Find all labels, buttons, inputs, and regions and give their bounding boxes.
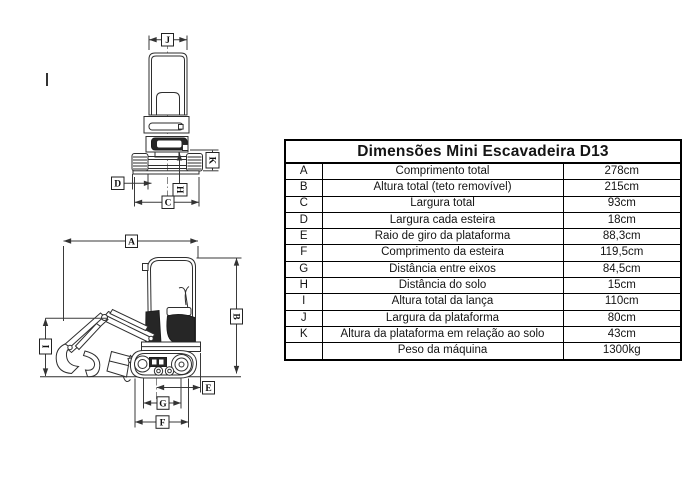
dim-value: 215cm [563,180,681,196]
dim-value: 1300kg [563,343,681,360]
dim-label-f: F [159,418,166,429]
dim-description: Distância do solo [322,278,563,294]
table-row [285,294,681,310]
dim-description: Raio de giro da plataforma [322,229,563,245]
dim-label-k: K [206,156,217,164]
dim-description: Altura da plataforma em relação ao solo [322,326,563,342]
dim-description: Peso da máquina [322,343,563,360]
dim-description: Largura total [322,196,563,212]
table-row [285,180,681,196]
canopy-tag [143,264,149,271]
dim-key: K [285,326,322,342]
dim-key: I [285,294,322,310]
dim-description: Altura total (teto removível) [322,180,563,196]
dim-value: 88,3cm [563,229,681,245]
dim-key: J [285,310,322,326]
dim-value: 18cm [563,212,681,228]
table-row [285,261,681,277]
dim-description: Comprimento total [322,163,563,180]
dim-label-g: G [159,399,167,410]
dim-key [285,343,322,360]
dim-value: 93cm [563,196,681,212]
table-row [285,245,681,261]
dim-key: G [285,261,322,277]
table-row [285,343,681,360]
dim-d [112,174,152,190]
dim-label-d: D [114,179,122,190]
table-row [285,196,681,212]
dim-key: E [285,229,322,245]
dim-key: A [285,163,322,180]
dim-description: Altura total da lança [322,294,563,310]
side-view-diagram [39,235,242,429]
dim-value: 80cm [563,310,681,326]
dim-description: Distância entre eixos [322,261,563,277]
rear-cab [149,53,187,115]
dim-key: C [285,196,322,212]
dim-label-a: A [128,237,135,248]
dim-label-j: J [165,36,170,47]
side-tracks [130,351,196,379]
dim-value: 119,5cm [563,245,681,261]
dim-c [135,177,200,209]
table-row [285,163,681,180]
dim-value: 15cm [563,278,681,294]
dim-key: H [285,278,322,294]
bucket-thumb [84,351,100,377]
dim-value: 84,5cm [563,261,681,277]
dim-description: Largura cada esteira [322,212,563,228]
table-row [285,229,681,245]
dimensions-table [284,139,682,361]
dim-description: Largura da plataforma [322,310,563,326]
engine-hood [167,315,195,342]
dim-label-c: C [164,198,172,209]
table-row [285,278,681,294]
dim-value: 43cm [563,326,681,342]
table-row [285,212,681,228]
dim-label-e: E [205,384,212,395]
rear-left-track [132,154,148,172]
dim-j [149,34,187,51]
dim-key: D [285,212,322,228]
dim-value: 278cm [563,163,681,180]
dim-b [197,258,243,374]
table-title: Dimensões Mini Escavadeira D13 [285,140,681,163]
dim-label-b: B [230,313,241,320]
dim-label-h: H [173,186,184,194]
dim-description: Comprimento da esteira [322,245,563,261]
dim-g [144,379,182,410]
dim-value: 110cm [563,294,681,310]
rear-right-track [187,154,203,172]
dim-key: F [285,245,322,261]
table-header-row [285,140,681,163]
rear-view-diagram [112,34,220,209]
table-row [285,326,681,342]
dim-label-i: I [39,344,50,349]
dim-key: B [285,180,322,196]
rear-platform [144,117,189,158]
table-row [285,310,681,326]
